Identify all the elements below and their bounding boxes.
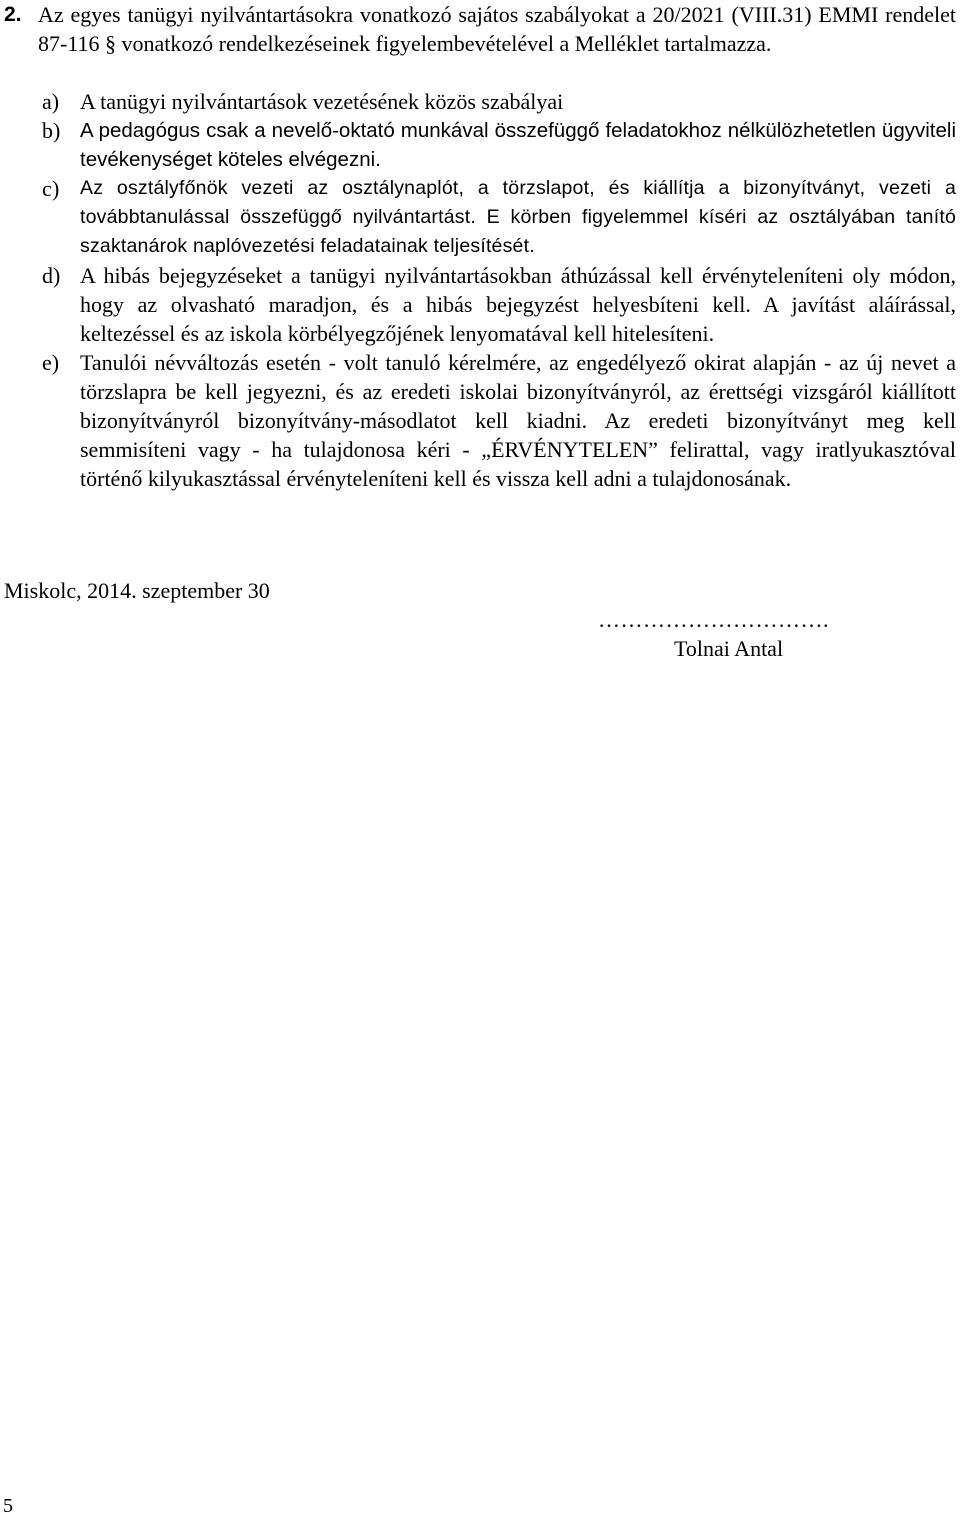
list-item bbox=[42, 348, 956, 493]
signature-line: …………………………. bbox=[598, 607, 829, 632]
list-item bbox=[42, 116, 956, 174]
list-item-label: b) bbox=[42, 118, 61, 143]
list-item-text: Tanulói névváltozás esetén - volt tanuló kérelmére, az engedélyező okirat alapján - az új nevet a törzslapra be kell jegyezni, és az eredeti iskolai bizonyítványról, az érettségi vizsgáról kiállított bizonyítványról bizonyítvány-másodlatot kell kiadni. Az eredeti bizonyítványt meg kell semmisíteni vagy - ha tulajdonosa kéri - „ÉRVÉNYTELEN” felirattal, vagy iratlyukasztóval történő kilyukasztással érvényteleníteni kell és vissza kell adni a tulajdonosának. bbox=[80, 350, 956, 491]
list-item bbox=[42, 174, 956, 261]
list-item-text: A hibás bejegyzéseket a tanügyi nyilvántartásokban áthúzással kell érvényteleníteni oly módon, hogy az olvasható maradjon, és a hibás bejegyzést helyesbíteni kell. A javítást aláírással, keltezéssel és az iskola körbélyegzőjének lenyomatával kell hitelesíteni. bbox=[80, 263, 956, 346]
place-and-date: Miskolc, 2014. szeptember 30 bbox=[4, 578, 270, 603]
list-item-label: a) bbox=[42, 89, 60, 114]
list-item-text: A pedagógus csak a nevelő-oktató munkával összefüggő feladatokhoz nélkülözhetetlen ügyviteli tevékenységet köteles elvégezni. bbox=[80, 119, 956, 171]
list-item-label: d) bbox=[42, 263, 61, 288]
page-number: 5 bbox=[3, 1495, 13, 1517]
list-item bbox=[42, 87, 956, 116]
list-item bbox=[42, 261, 956, 348]
section-number: 2. bbox=[4, 3, 22, 26]
signatory-name: Tolnai Antal bbox=[674, 636, 784, 661]
rules-list bbox=[42, 87, 956, 493]
list-item-text: Az osztályfőnök vezeti az osztálynaplót, a törzslapot, és kiállítja a bizonyítványt, vezeti a továbbtanulással összefüggő nyilvántartást. E körben figyelemmel kíséri az osztályában tanító szaktanárok naplóvezetési feladatainak teljesítését. bbox=[80, 177, 956, 257]
list-item-text: A tanügyi nyilvántartások vezetésének közös szabályai bbox=[80, 89, 564, 114]
section-2 bbox=[4, 0, 956, 58]
list-item-label: c) bbox=[42, 176, 60, 201]
list-item-label: e) bbox=[42, 350, 60, 375]
section-text: Az egyes tanügyi nyilvántartásokra vonatkozó sajátos szabályokat a 20/2021 (VIII.31) EMMI rendelet 87-116 § vonatkozó rendelkezéseinek figyelembevételével a Melléklet tartalmazza. bbox=[38, 2, 956, 56]
